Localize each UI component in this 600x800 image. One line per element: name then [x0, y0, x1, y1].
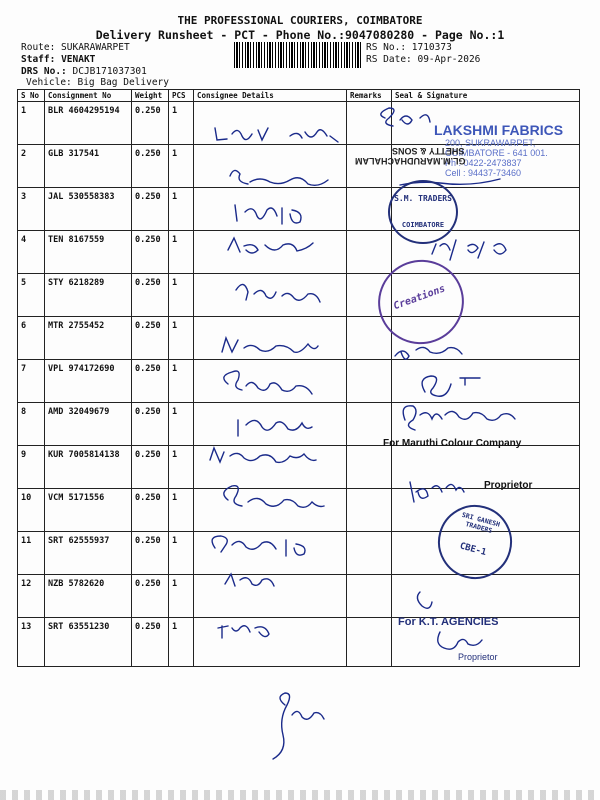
- rs-date: RS Date: 09-Apr-2026: [366, 54, 481, 65]
- col-seal: Seal & Signature: [392, 90, 580, 102]
- lakshmi-fabrics-name: LAKSHMI FABRICS: [434, 122, 564, 138]
- proprietor-label-2: Proprietor: [458, 652, 498, 662]
- consignee-signature-11: [212, 536, 305, 556]
- staff-name: VENAKT: [61, 54, 96, 65]
- proprietor-label-1: Proprietor: [484, 480, 533, 491]
- cell-weight: 0.250: [132, 360, 169, 403]
- cell-weight: 0.250: [132, 102, 169, 145]
- seal-signature-1: [381, 108, 430, 126]
- cell-pcs: 1: [169, 575, 194, 618]
- consignee-signature-4: [228, 238, 313, 253]
- col-remarks: Remarks: [347, 90, 392, 102]
- consignee-signature-10: [224, 486, 324, 508]
- ganesh-traders-code: CBE-1: [458, 541, 488, 559]
- cell-sno: 7: [18, 360, 45, 403]
- consignee-signature-13: [218, 626, 269, 638]
- seal-signature-6: [403, 406, 515, 430]
- cell-sno: 2: [18, 145, 45, 188]
- cell-pcs: 1: [169, 231, 194, 274]
- consignee-signature-1: [215, 128, 338, 142]
- cell-weight: 0.250: [132, 145, 169, 188]
- sm-traders-seal: [388, 180, 458, 244]
- seal-signature-7: [410, 482, 464, 502]
- staff-label: Staff:: [21, 54, 56, 65]
- cell-pcs: 1: [169, 102, 194, 145]
- cell-weight: 0.250: [132, 618, 169, 667]
- cell-sno: 3: [18, 188, 45, 231]
- cell-pcs: 1: [169, 145, 194, 188]
- cell-weight: 0.250: [132, 274, 169, 317]
- cell-weight: 0.250: [132, 575, 169, 618]
- cell-weight: 0.250: [132, 188, 169, 231]
- cell-weight: 0.250: [132, 403, 169, 446]
- seal-signature-9: [438, 632, 482, 649]
- maruthi-colour-stamp: For Maruthi Colour Company: [383, 438, 522, 449]
- scan-edge: [0, 790, 600, 800]
- cell-pcs: 1: [169, 360, 194, 403]
- kt-agencies-stamp: For K.T. AGENCIES: [398, 616, 499, 628]
- sons-stamp: SHETTY & SONS: [392, 146, 465, 156]
- maruthachalam-stamp: GL.M.MARUDHACHALAM: [355, 156, 466, 166]
- cell-pcs: 1: [169, 489, 194, 532]
- vehicle-info: Vehicle: Big Bag Delivery: [26, 77, 169, 88]
- cell-pcs: 1: [169, 403, 194, 446]
- cell-consignment-no: MTR 2755452: [45, 317, 132, 360]
- lakshmi-phone: Ph : 0422-2473837: [445, 158, 522, 168]
- cell-sno: 6: [18, 317, 45, 360]
- seal-signature-3: [432, 240, 506, 260]
- cell-consignment-no: JAL 530558383: [45, 188, 132, 231]
- consignee-signature-7: [224, 371, 312, 394]
- rs-number: RS No.: 1710373: [366, 42, 452, 53]
- cell-consignment-no: VCM 5171556: [45, 489, 132, 532]
- cell-consignment-no: STY 6218289: [45, 274, 132, 317]
- consignee-signature-5: [236, 284, 320, 302]
- cell-consignment-no: AMD 32049679: [45, 403, 132, 446]
- cell-pcs: 1: [169, 317, 194, 360]
- cell-sno: 10: [18, 489, 45, 532]
- cell-consignment-no: BLR 4604295194: [45, 102, 132, 145]
- cell-sno: 8: [18, 403, 45, 446]
- cell-weight: 0.250: [132, 446, 169, 489]
- cell-pcs: 1: [169, 532, 194, 575]
- company-title: THE PROFESSIONAL COURIERS, COIMBATORE: [177, 14, 423, 27]
- consignee-signature-3: [235, 205, 301, 224]
- ganesh-traders-name: SRI GANESH TRADERS: [461, 510, 501, 535]
- col-pcs: PCS: [169, 90, 194, 102]
- lakshmi-address-1: 200, SUKRAWARPET,: [445, 138, 536, 148]
- consignee-signature-8: [238, 420, 312, 436]
- cell-pcs: 1: [169, 274, 194, 317]
- cell-sno: 13: [18, 618, 45, 667]
- cell-sno: 12: [18, 575, 45, 618]
- creations-name: Creations: [392, 283, 447, 313]
- col-consignment: Consignment No: [45, 90, 132, 102]
- cell-consignment-no: SRT 63551230: [45, 618, 132, 667]
- cell-weight: 0.250: [132, 489, 169, 532]
- cell-weight: 0.250: [132, 532, 169, 575]
- col-sno: S No: [18, 90, 45, 102]
- seal-signature-8: [417, 592, 432, 608]
- col-weight: Weight: [132, 90, 169, 102]
- consignee-signature-12: [225, 574, 274, 586]
- drs-label: DRS No.:: [21, 66, 67, 77]
- seal-signature-4: [395, 347, 462, 359]
- cell-sno: 11: [18, 532, 45, 575]
- consignee-signature-9: [210, 448, 316, 462]
- consignee-signature-2: [230, 170, 328, 185]
- cell-pcs: 1: [169, 188, 194, 231]
- cell-weight: 0.250: [132, 231, 169, 274]
- cell-sno: 1: [18, 102, 45, 145]
- cell-pcs: 1: [169, 618, 194, 667]
- cell-sno: 5: [18, 274, 45, 317]
- route-info: Route: SUKARAWARPET: [21, 42, 130, 53]
- runner-signature: [273, 693, 324, 759]
- drs-number: DCJB171037301: [72, 66, 147, 77]
- cell-consignment-no: GLB 317541: [45, 145, 132, 188]
- sm-traders-city: COIMBATORE: [401, 221, 445, 229]
- lakshmi-cell: Cell : 94437-73460: [445, 168, 522, 178]
- lakshmi-address-2: COIMBATORE - 641 001.: [445, 148, 548, 158]
- sm-traders-name: S.M. TRADERS: [394, 194, 452, 203]
- col-consignee: Consignee Details: [194, 90, 347, 102]
- cell-consignment-no: SRT 62555937: [45, 532, 132, 575]
- cell-sno: 4: [18, 231, 45, 274]
- consignee-signature-6: [222, 338, 318, 352]
- cell-consignment-no: TEN 8167559: [45, 231, 132, 274]
- cell-consignment-no: KUR 7005814138: [45, 446, 132, 489]
- cell-sno: 9: [18, 446, 45, 489]
- cell-pcs: 1: [169, 446, 194, 489]
- cell-consignment-no: NZB 5782620: [45, 575, 132, 618]
- runsheet-title: Delivery Runsheet - PCT - Phone No.:9047080280 - Page No.:1: [95, 28, 505, 42]
- cell-weight: 0.250: [132, 317, 169, 360]
- seal-signature-5: [422, 376, 480, 396]
- cell-consignment-no: VPL 974172690: [45, 360, 132, 403]
